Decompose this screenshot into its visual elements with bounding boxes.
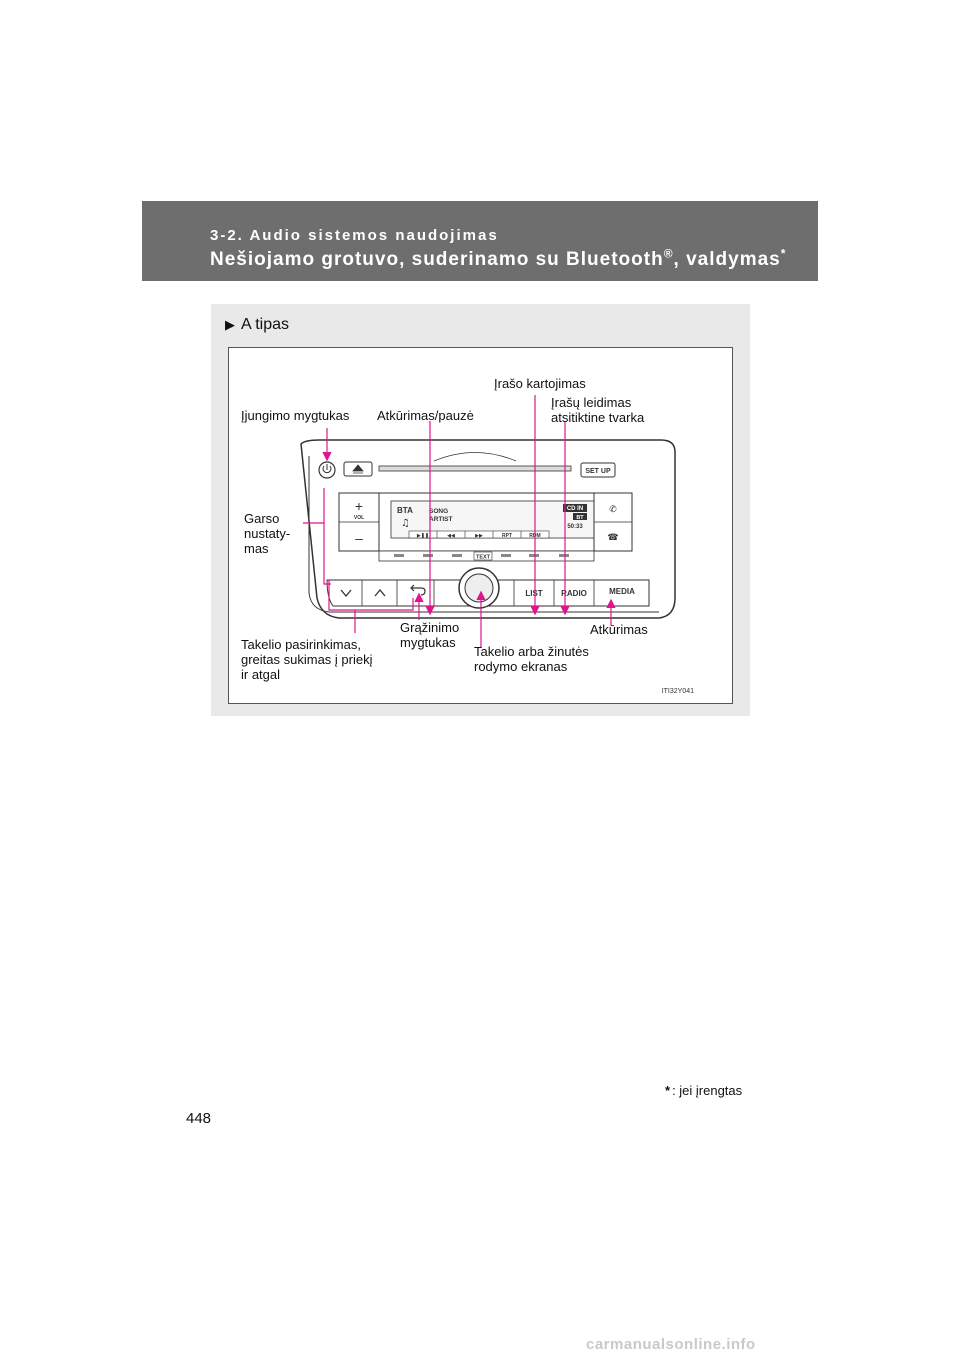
volume-callout-line2: nustaty- — [244, 526, 291, 541]
phone-hangup-icon: ☎ — [607, 533, 619, 543]
preset-6 — [559, 554, 569, 557]
vol-minus-icon: – — [355, 530, 363, 546]
phone-pickup-icon: ✆ — [609, 505, 617, 515]
chapter-header — [142, 201, 818, 281]
fast-forward-icon: ▶▶ — [475, 533, 483, 539]
preset-5 — [529, 554, 539, 557]
heading-asterisk: * — [780, 246, 787, 261]
rdm-label: RDM — [529, 533, 541, 539]
footnote — [665, 1083, 742, 1098]
section-label: 3-2. Audio sistemos naudojimas — [210, 227, 499, 244]
random-callout-line2: atsitiktine tvarka — [551, 410, 645, 425]
radio-label: RADIO — [561, 589, 587, 598]
artist-label: ARTIST — [429, 516, 453, 523]
page-heading — [210, 246, 787, 271]
volume-callout-line1: Garso — [244, 511, 280, 526]
preset-1 — [394, 554, 404, 557]
figure-id: ITI32Y041 — [661, 688, 694, 695]
triangle-icon: ▶ — [225, 317, 235, 332]
cd-in-label: CD IN — [566, 506, 584, 512]
preset-2 — [423, 554, 433, 557]
play-pause-icon: ▶❚❚ — [416, 533, 430, 539]
asterisk-icon: * — [665, 1083, 671, 1098]
power-button-callout: Įjungimo mygtukas — [241, 408, 350, 423]
rewind-icon: ◀◀ — [447, 533, 455, 539]
audio-panel-diagram — [228, 347, 733, 704]
list-label: LIST — [525, 589, 543, 598]
heading-text: Nešiojamo grotuvo, suderinamo su Bluetooth — [210, 249, 664, 270]
bta-label: BTA — [397, 506, 413, 515]
registered-mark: ® — [663, 246, 674, 261]
music-note-icon: ♫ — [401, 518, 410, 529]
vol-plus-icon: + — [354, 498, 364, 514]
vol-label: VOL — [353, 515, 365, 521]
play-pause-callout-label: Atkūrimas/pauzė — [377, 408, 474, 423]
display-callout-line2: rodymo ekranas — [474, 659, 568, 674]
preset-4 — [501, 554, 511, 557]
type-label — [225, 316, 289, 334]
setup-label: SET UP — [585, 468, 611, 475]
heading-suffix: , valdymas — [673, 249, 781, 270]
track-select-callout-line3: ir atgal — [241, 667, 281, 682]
preset-3 — [452, 554, 462, 557]
footnote-text: : jei įrengtas — [672, 1083, 743, 1098]
watermark[interactable]: carmanualsonline.info — [586, 1336, 756, 1353]
media-label: MEDIA — [609, 587, 635, 596]
bt-label: BT — [576, 515, 584, 521]
page-number: 448 — [186, 1110, 212, 1127]
cd-slot — [379, 466, 571, 471]
time-label: 50:33 — [567, 524, 583, 530]
figure-box — [211, 304, 750, 716]
repeat-callout-label: Įrašo kartojimas — [494, 376, 586, 391]
song-label: SONG — [429, 508, 449, 515]
return-callout-line1: Grąžinimo — [400, 620, 460, 635]
track-select-callout-line2: greitas sukimas į priekį — [241, 652, 373, 667]
volume-callout-line3: mas — [244, 541, 269, 556]
text-label: TEXT — [475, 554, 491, 561]
return-callout-line2: mygtukas — [400, 635, 456, 650]
random-callout-line1: Įrašų leidimas — [551, 395, 632, 410]
display-callout-line1: Takelio arba žinutės — [474, 644, 589, 659]
playback-callout-label: Atkūrimas — [590, 622, 648, 637]
track-select-callout-line1: Takelio pasirinkimas, — [241, 637, 361, 652]
rpt-label: RPT — [502, 533, 512, 539]
type-label-text: A tipas — [241, 316, 290, 333]
